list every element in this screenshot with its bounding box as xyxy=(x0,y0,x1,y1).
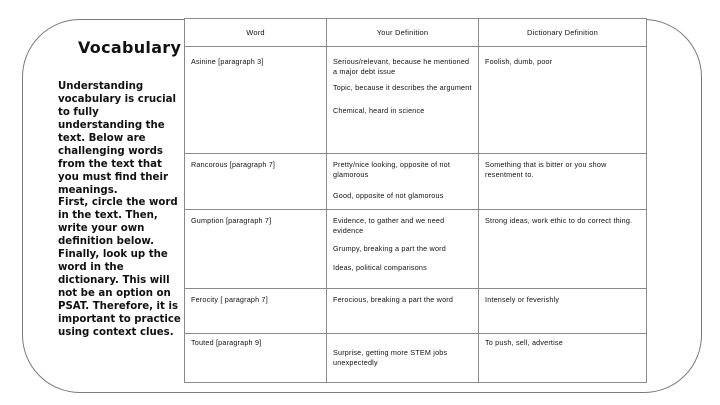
dictionary-text: Intensely or feverishly xyxy=(485,295,560,304)
dictionary-text: Something that is bitter or you show resentment to. xyxy=(485,160,607,179)
page-title: Vocabulary xyxy=(78,38,182,57)
word-text: Gumption [paragraph 7] xyxy=(191,216,272,225)
dictionary-definition-cell xyxy=(479,334,647,383)
dictionary-text: Strong ideas, work ethic to do correct thing. xyxy=(485,216,633,225)
header-your-definition: Your Definition xyxy=(327,19,479,47)
instructions-paragraph: First, circle the word in the text. Then, write your own definition below. Finally, look up the word in the dictionary. This will not be an option on PSAT. Therefore, it is important to practice using context clues. xyxy=(58,197,181,338)
dictionary-text: To push, sell, advertise xyxy=(485,338,563,347)
word-cell xyxy=(185,154,327,210)
table-row xyxy=(185,334,647,383)
header-word: Word xyxy=(185,19,327,47)
dictionary-definition-cell xyxy=(479,154,647,210)
table-row xyxy=(185,154,647,210)
your-definition-cell xyxy=(327,210,479,289)
definition-text: Chemical, heard in science xyxy=(333,105,425,115)
definition-text: Grumpy, breaking a part the word xyxy=(333,244,446,253)
definition-text: Ideas, political comparisons xyxy=(333,262,427,272)
word-text: Rancorous [paragraph 7] xyxy=(191,160,276,169)
word-text: Touted [paragraph 9] xyxy=(191,338,262,347)
your-definition-cell xyxy=(327,289,479,334)
word-cell xyxy=(185,334,327,383)
your-definition-cell xyxy=(327,334,479,383)
word-cell xyxy=(185,47,327,154)
your-definition-cell xyxy=(327,154,479,210)
intro-paragraph: Understanding vocabulary is crucial to fully understanding the text. Below are challenging words from the text that you must find their meanings. xyxy=(58,81,176,196)
table-row xyxy=(185,47,647,154)
definition-text: Topic, because it describes the argument xyxy=(333,83,472,92)
vocabulary-table xyxy=(184,18,647,383)
definition-text: Surprise, getting more STEM jobs unexpectedly xyxy=(333,348,448,367)
table-row xyxy=(185,210,647,289)
header-dictionary-definition: Dictionary Definition xyxy=(479,19,647,47)
word-cell xyxy=(185,210,327,289)
instructions-panel xyxy=(58,38,182,338)
dictionary-definition-cell xyxy=(479,289,647,334)
definition-text: Ferocious, breaking a part the word xyxy=(333,295,454,304)
table-row xyxy=(185,289,647,334)
definition-text: Pretty/nice looking, opposite of not glamorous xyxy=(333,160,451,179)
your-definition-cell xyxy=(327,47,479,154)
word-text: Ferocity [ paragraph 7] xyxy=(191,295,268,304)
definition-text: Good, opposite of not glamorous xyxy=(333,191,444,200)
dictionary-definition-cell xyxy=(479,47,647,154)
word-cell xyxy=(185,289,327,334)
word-text: Asinine [paragraph 3] xyxy=(191,57,264,66)
dictionary-definition-cell xyxy=(479,210,647,289)
dictionary-text: Foolish, dumb, poor xyxy=(485,57,553,66)
table-header-row xyxy=(185,19,647,47)
definition-text: Serious/relevant, because he mentioned a major debt issue xyxy=(333,57,470,76)
definition-text: Evidence, to gather and we need evidence xyxy=(333,216,445,235)
